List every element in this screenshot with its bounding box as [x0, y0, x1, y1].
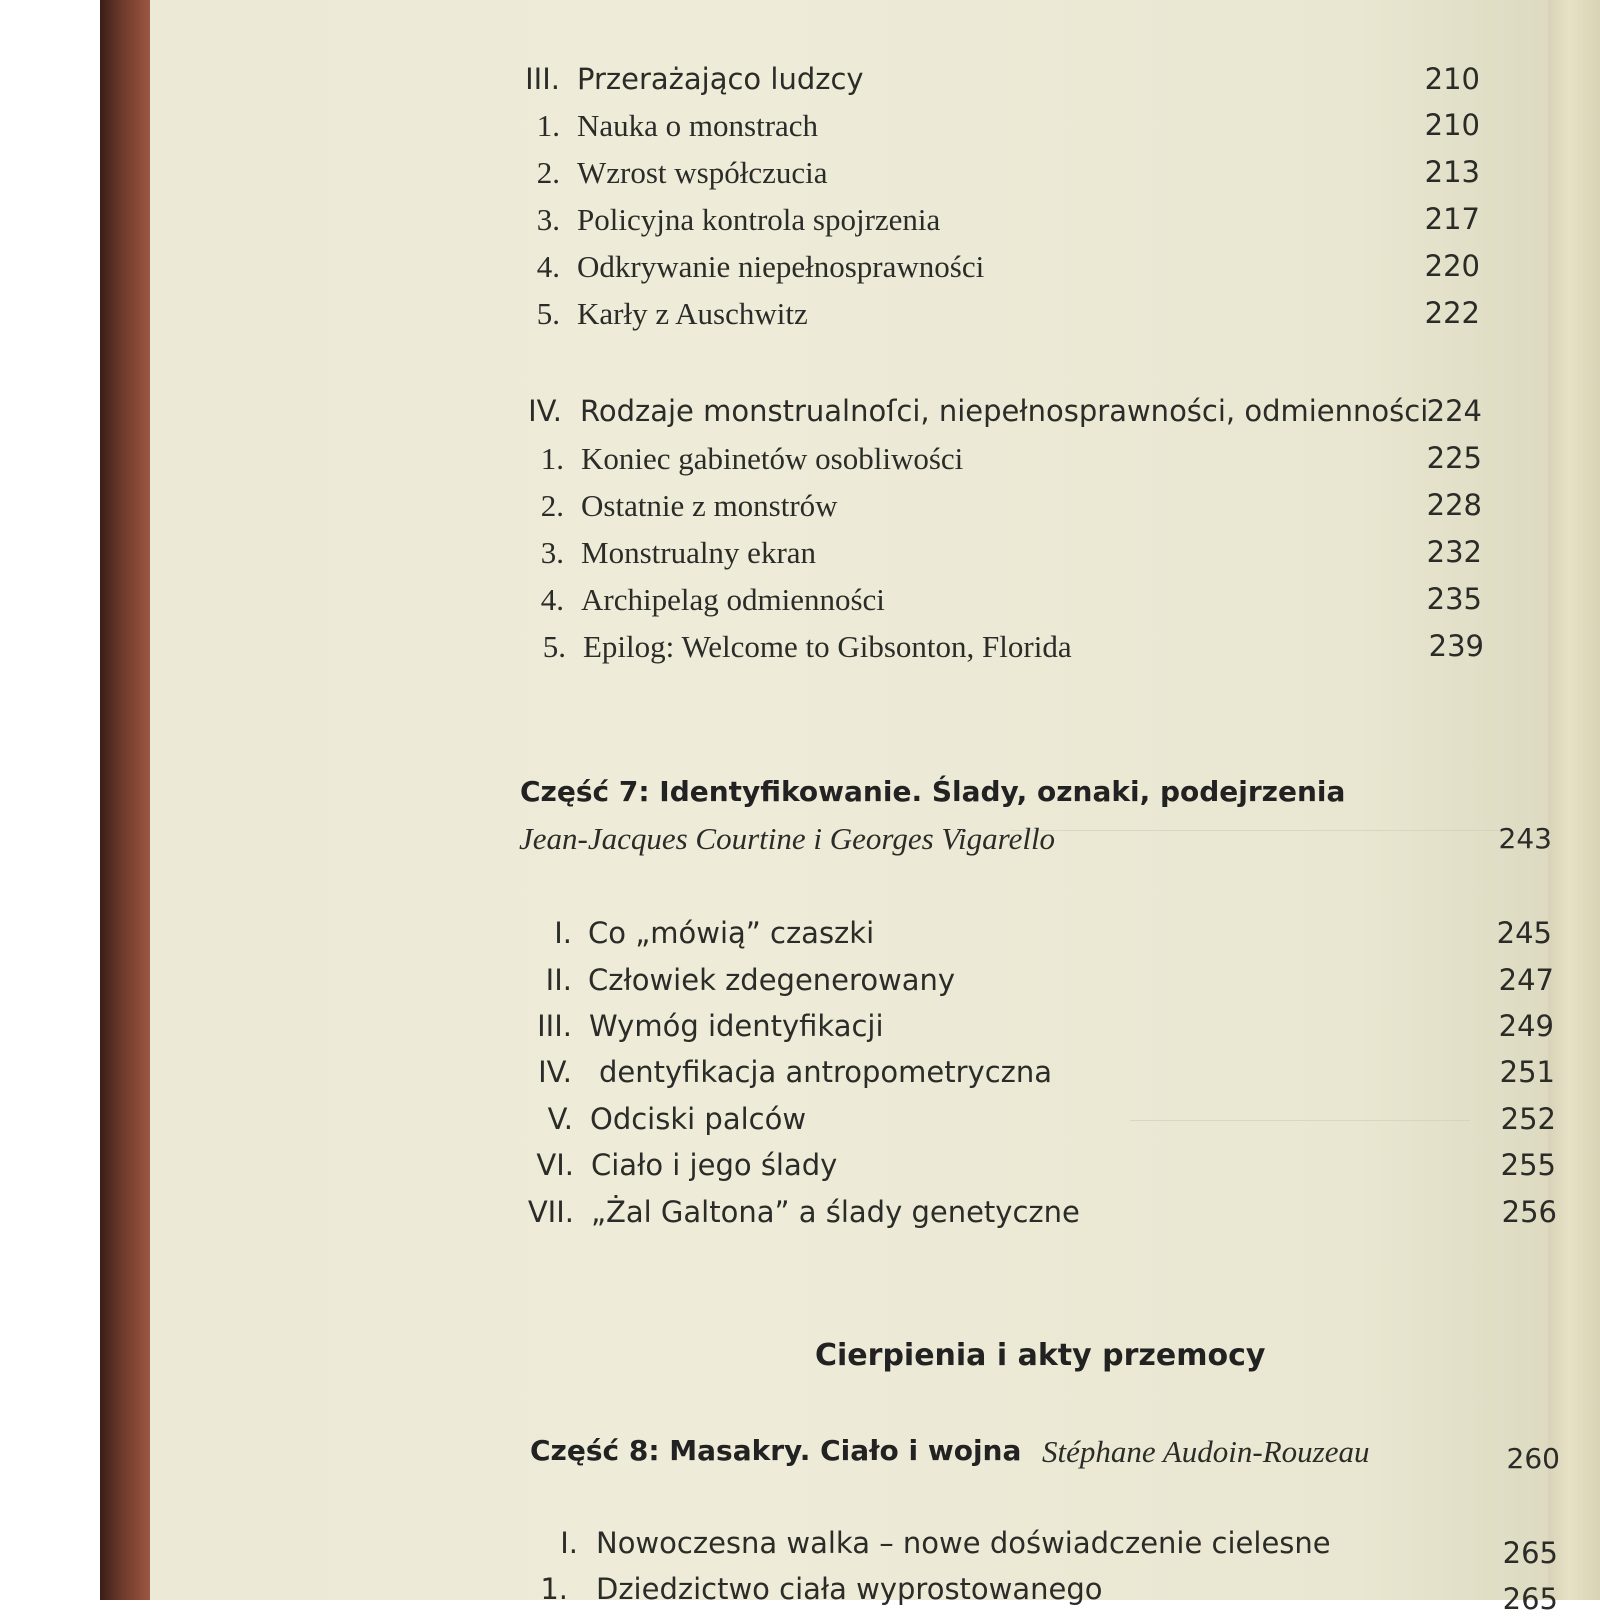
toc-page-number: 239 [1428, 629, 1484, 663]
toc-page-number: 210 [1424, 62, 1480, 96]
toc-number: I. [554, 916, 572, 950]
toc-title: Wymóg identyfikacji [589, 1009, 884, 1043]
toc-number: 3. [536, 202, 560, 237]
toc-number: 5. [536, 296, 560, 331]
toc-title: Nowoczesna walka – nowe doświadczenie cielesne [596, 1526, 1331, 1560]
toc-section-heading[interactable] [0, 394, 1600, 438]
toc-number: 3. [540, 535, 564, 570]
toc-page-number: 256 [1501, 1195, 1557, 1229]
toc-entry[interactable] [0, 488, 1600, 532]
toc-number: VII. [527, 1195, 574, 1229]
toc-section-heading[interactable] [0, 62, 1600, 106]
toc-title: Ciało i jego ślady [591, 1148, 838, 1182]
toc-entry[interactable] [0, 155, 1600, 199]
toc-entry[interactable] [0, 441, 1600, 485]
toc-number: 1. [536, 108, 560, 143]
toc-number: 1. [540, 1572, 568, 1606]
toc-number: 2. [536, 155, 560, 190]
toc-title: Archipelag odmienności [581, 582, 885, 617]
toc-page-number: 222 [1424, 296, 1480, 330]
toc-number: III. [525, 62, 560, 96]
toc-entry[interactable] [0, 1195, 1600, 1239]
toc-page-number: 220 [1424, 249, 1480, 283]
toc-title: Wzrost współczucia [577, 155, 828, 190]
toc-entry[interactable] [0, 202, 1600, 246]
toc-title: Odkrywanie niepełnosprawności [577, 249, 985, 284]
toc-entry[interactable] [0, 1526, 1600, 1570]
toc-page-number: 225 [1426, 441, 1482, 475]
toc-entry[interactable] [0, 1102, 1600, 1146]
part-heading[interactable]: Część 7: Identyfikowanie. Ślady, oznaki, podejrzenia [520, 775, 1346, 808]
toc-entry[interactable] [0, 1148, 1600, 1192]
toc-number: V. [547, 1102, 573, 1136]
toc-page-number: 249 [1498, 1009, 1554, 1043]
toc-title: dentyfikacja antropometryczna [599, 1055, 1053, 1089]
part-heading[interactable]: Część 8: Masakry. Ciało i wojna [530, 1434, 1022, 1467]
part-author: Stéphane Audoin-Rouzeau [1042, 1434, 1370, 1469]
toc-number: 2. [540, 488, 564, 523]
toc-entry[interactable] [0, 582, 1600, 626]
toc-page-number: 265 [1502, 1582, 1558, 1616]
toc-title: Człowiek zdegenerowany [588, 963, 956, 997]
toc-number: IV. [538, 1055, 572, 1089]
toc-entry[interactable] [0, 249, 1600, 293]
toc-title: Odciski palców [590, 1102, 807, 1136]
toc-page-number: 228 [1426, 488, 1482, 522]
toc-number: III. [537, 1009, 572, 1043]
toc-page-number: 217 [1424, 202, 1480, 236]
part-author: Jean-Jacques Courtine i Georges Vigarello [519, 821, 1056, 856]
toc-page-number: 252 [1500, 1102, 1556, 1136]
toc-title: Monstrualny ekran [581, 535, 817, 570]
part-page-number: 243 [1498, 822, 1552, 855]
toc-title: Nauka o monstrach [577, 108, 819, 143]
toc-title: Koniec gabinetów osobliwości [581, 441, 964, 476]
toc-page-number: 251 [1499, 1055, 1555, 1089]
toc-title: „Żal Galtona” a ślady genetyczne [591, 1195, 1080, 1229]
toc-entry[interactable] [0, 108, 1600, 152]
section-title: Cierpienia i akty przemocy [815, 1338, 1266, 1373]
toc-title: Rodzaje monstrualnoſci, niepełnosprawności, odmienności [580, 394, 1429, 428]
toc-page-number: 235 [1426, 582, 1482, 616]
toc-title: Przerażająco ludzcy [577, 62, 864, 96]
toc-entry[interactable] [0, 296, 1600, 340]
toc-page-number: 232 [1426, 535, 1482, 569]
toc-number: I. [560, 1526, 578, 1560]
toc-title: Dziedzictwo ciała wyprostowanego [596, 1572, 1103, 1606]
toc-entry[interactable] [0, 1009, 1600, 1053]
toc-number: II. [545, 963, 572, 997]
toc-page-number: 247 [1498, 963, 1554, 997]
toc-page-number: 265 [1502, 1536, 1558, 1570]
toc-entry[interactable] [0, 916, 1600, 960]
toc-title: Karły z Auschwitz [577, 296, 808, 331]
toc-entry[interactable] [0, 1055, 1600, 1099]
toc-entry[interactable] [0, 1572, 1600, 1616]
toc-number: 4. [540, 582, 564, 617]
toc-title: Policyjna kontrola spojrzenia [577, 202, 941, 237]
toc-title: Epilog: Welcome to Gibsonton, Florida [583, 629, 1072, 664]
toc-title: Co „mówią” czaszki [588, 916, 875, 950]
toc-entry[interactable] [0, 535, 1600, 579]
toc-number: 4. [536, 249, 560, 284]
toc-page-number: 224 [1426, 394, 1482, 428]
toc-page-number: 245 [1496, 916, 1552, 950]
toc-page-number: 210 [1424, 108, 1480, 142]
toc-number: 1. [540, 441, 564, 476]
toc-number: VI. [536, 1148, 574, 1182]
toc-page-number: 213 [1424, 155, 1480, 189]
bleed-through-line [1010, 830, 1510, 832]
part-page-number: 260 [1506, 1442, 1560, 1475]
toc-number: 5. [542, 629, 566, 664]
toc-entry[interactable] [0, 963, 1600, 1007]
toc-number: IV. [528, 394, 562, 428]
toc-entry[interactable] [0, 629, 1600, 673]
toc-page-number: 255 [1500, 1148, 1556, 1182]
toc-title: Ostatnie z monstrów [581, 488, 838, 523]
